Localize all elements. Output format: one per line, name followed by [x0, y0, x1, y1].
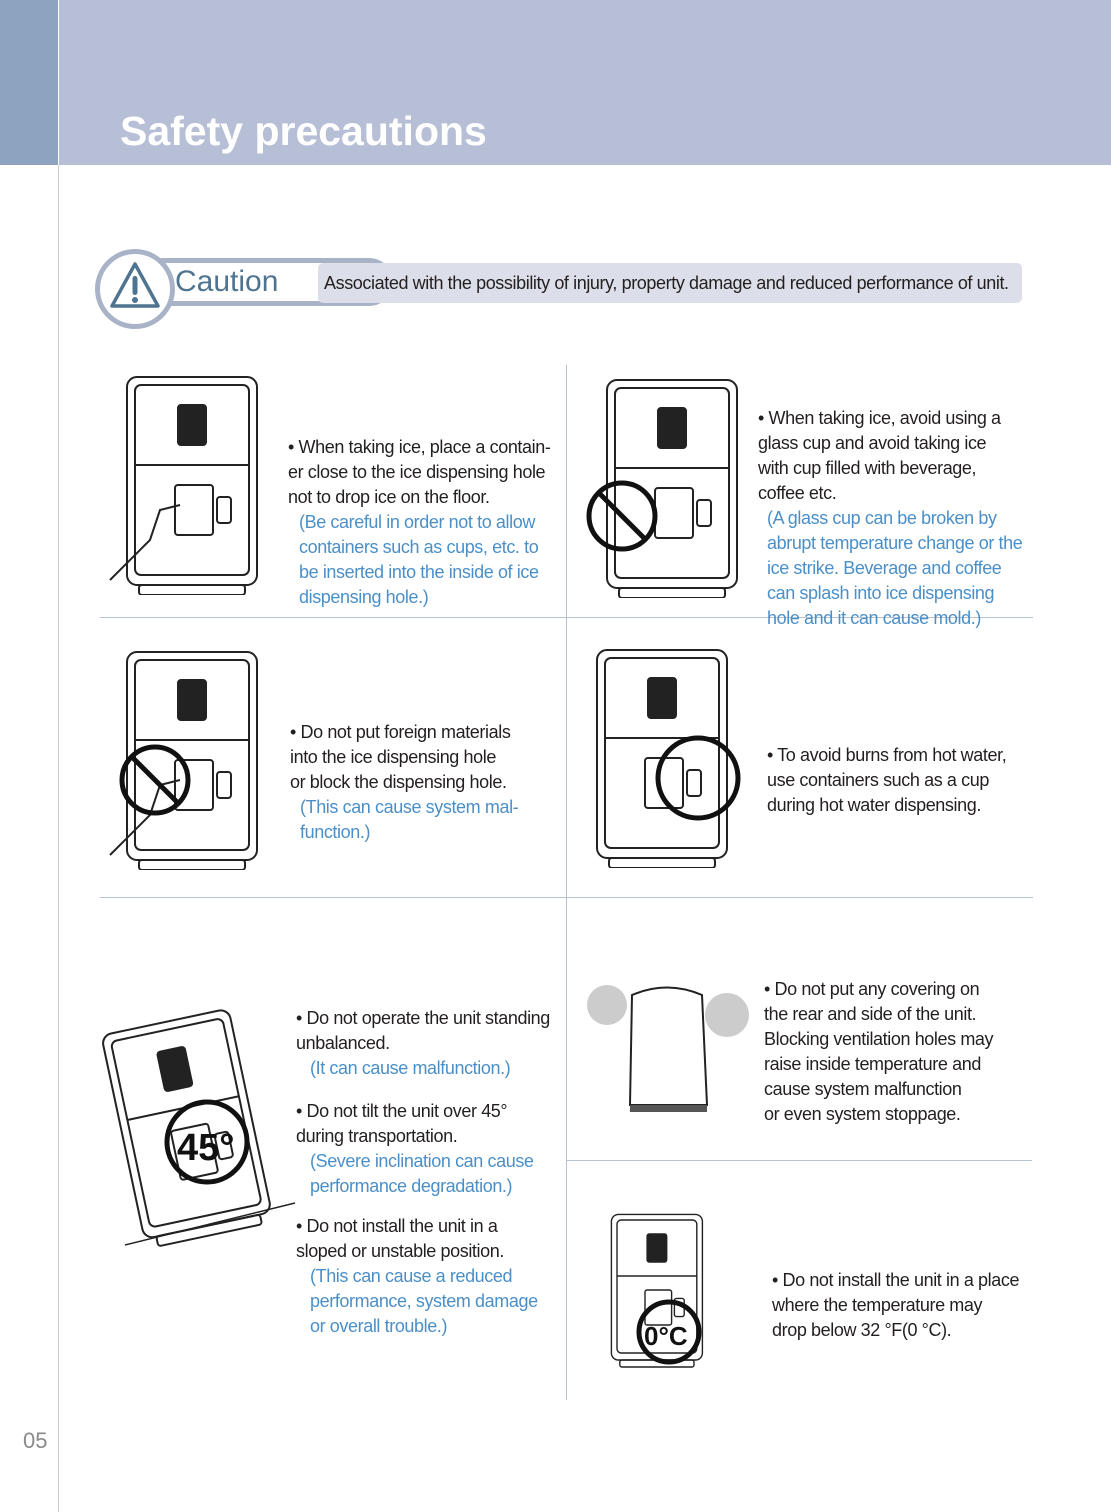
- tilted-unit-illustration: [100, 1005, 300, 1255]
- item-hot-water: • To avoid burns from hot water, use containers such as a cup during hot water dispensing.: [767, 745, 1007, 815]
- item-temperature: • Do not install the unit in a place where the temperature may drop below 32 °F(0 °C).: [772, 1270, 1020, 1340]
- caution-description: Associated with the possibility of injury, property damage and reduced performance of unit.: [318, 263, 1022, 303]
- no-foreign-material-illustration: [105, 650, 275, 875]
- item-unbalanced: • Do not operate the unit standing unbalanced. (It can cause malfunction.): [296, 1008, 550, 1078]
- warning-triangle-icon: [95, 249, 175, 329]
- column-divider: [566, 365, 567, 1400]
- item-ice-container: • When taking ice, place a contain- er close to the ice dispensing hole not to drop ice on the floor. (Be careful in order not to allow containers such as cups, etc. to be inserted into the inside of ice dispensing hole.): [288, 437, 551, 607]
- row-divider: [566, 1160, 1032, 1161]
- item-foreign-materials: • Do not put foreign materials into the ice dispensing hole or block the dispensing hole. (This can cause system mal- function.): [290, 722, 519, 842]
- page-title: Safety precautions: [120, 108, 487, 154]
- row-divider: [100, 897, 1033, 898]
- page-number: 05: [23, 1428, 48, 1453]
- covered-unit-illustration: [582, 975, 752, 1125]
- margin-line: [58, 165, 59, 1512]
- item-glass-cup: • When taking ice, avoid using a glass cup and avoid taking ice with cup filled with beverage, coffee etc. (A glass cup can be broken by abrupt temperature change or the ice strike. Beverage and coffee can splash into ice dispensing hole and it can cause mold.): [758, 408, 1023, 628]
- caution-label: Caution: [175, 265, 279, 298]
- ice-container-illustration: [105, 375, 275, 600]
- hot-water-cup-illustration: [575, 648, 755, 873]
- header-side-band: [0, 0, 58, 165]
- cold-temperature-label: 0°C: [644, 1321, 688, 1351]
- item-tilt: • Do not tilt the unit over 45° during transportation. (Severe inclination can cause performance degradation.): [296, 1101, 534, 1196]
- tilt-angle-label: 45°: [177, 1127, 235, 1169]
- item-covering: • Do not put any covering on the rear and side of the unit. Blocking ventilation holes may raise inside temperature and cause system malfunction or even system stoppage.: [764, 979, 994, 1124]
- no-glass-cup-illustration: [585, 378, 755, 603]
- item-sloped: • Do not install the unit in a sloped or unstable position. (This can cause a reduced performance, system damage or overall trouble.): [296, 1216, 538, 1336]
- cold-unit-illustration: [582, 1185, 752, 1390]
